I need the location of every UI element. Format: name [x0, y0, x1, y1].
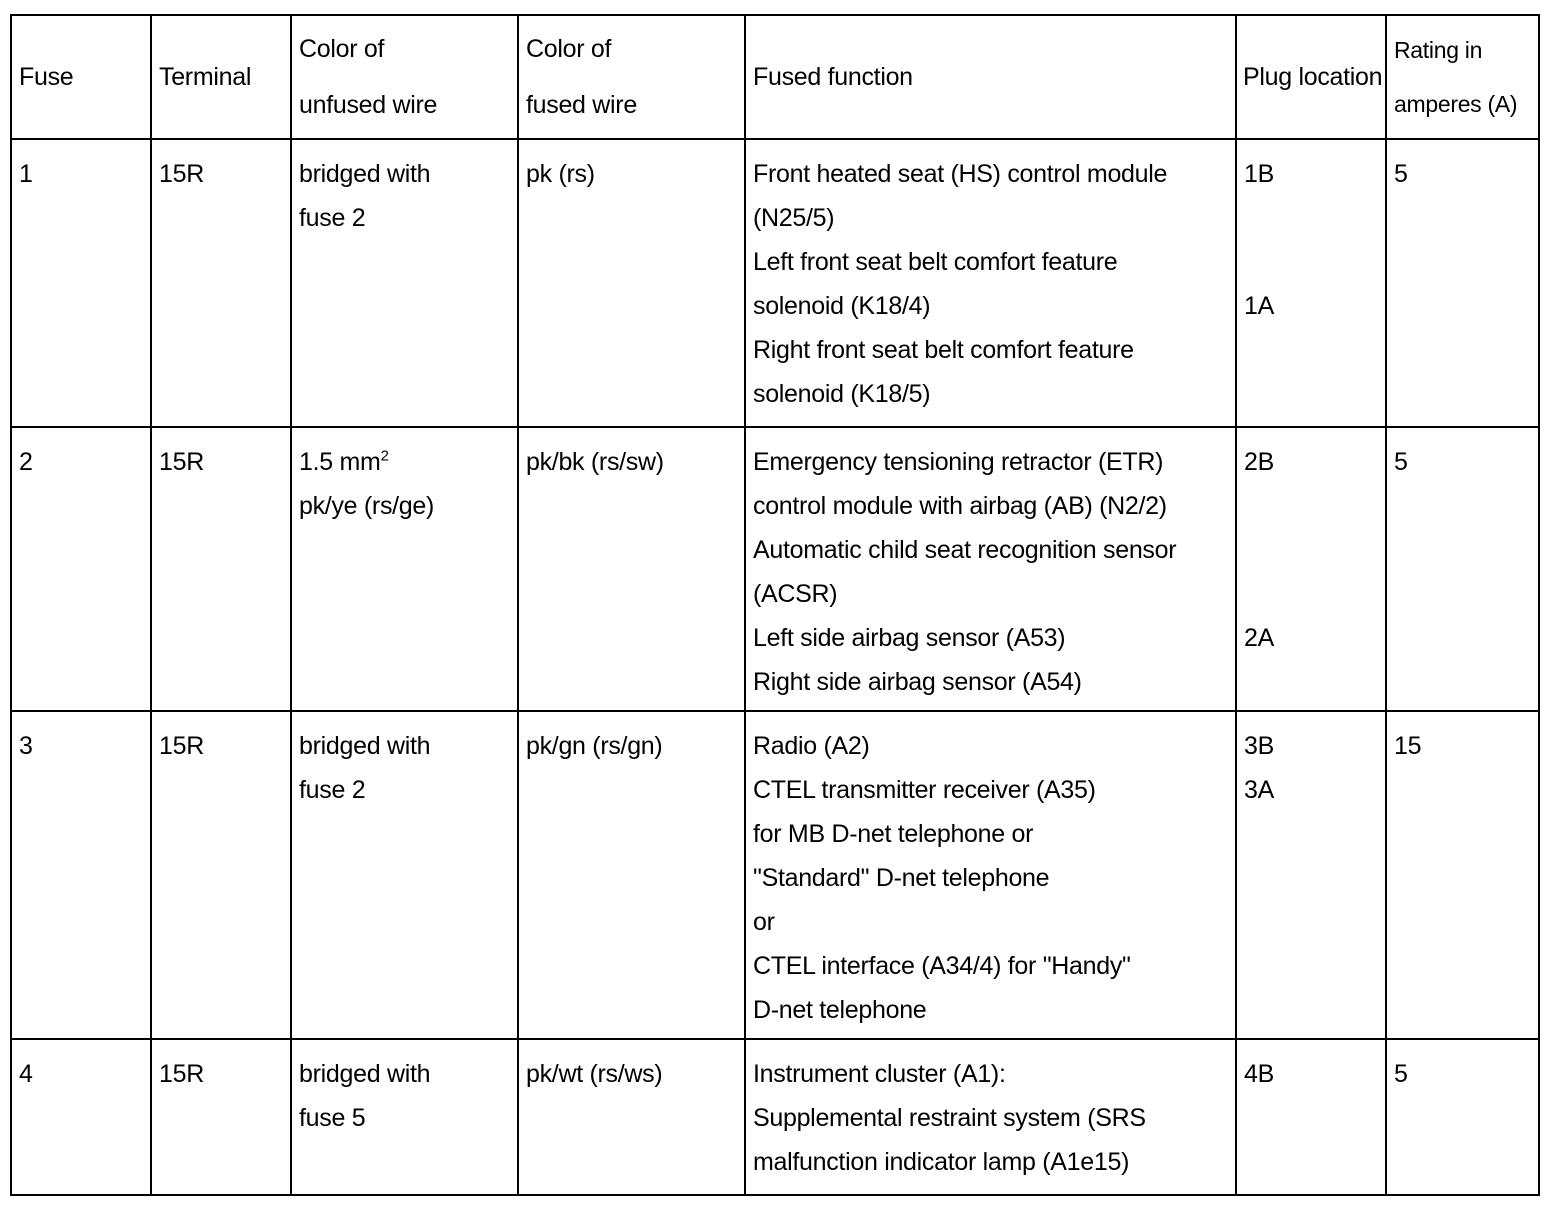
cell-terminal: 15R [151, 427, 291, 711]
cell-fused-function: Front heated seat (HS) control module (N25/5) Left front seat belt comfort feature solenoid (K18/4) Right front seat belt comfort feature solenoid (K18/5) [745, 139, 1236, 427]
cell-plug-location: 1B 1A [1236, 139, 1386, 427]
cell-unfused-wire: 1.5 $mm^2$ pk/ye (rs/ge) [291, 427, 518, 711]
cell-unfused-wire: bridged with fuse 5 [291, 1039, 518, 1195]
table-row [11, 427, 1539, 711]
cell-fuse: 3 [11, 711, 151, 1039]
cell-fused-function: Instrument cluster (A1): Supplemental restraint system (SRS malfunction indicator lamp (A1e15) [745, 1039, 1236, 1195]
cell-fused-function: Emergency tensioning retractor (ETR) control module with airbag (AB) (N2/2) Automatic child seat recognition sensor (ACSR) Left side airbag sensor (A53) Right side airbag sensor (A54) [745, 427, 1236, 711]
table-row [11, 711, 1539, 1039]
cell-terminal: 15R [151, 1039, 291, 1195]
cell-fused-wire: pk (rs) [518, 139, 745, 427]
cell-unfused-wire: bridged with fuse 2 [291, 139, 518, 427]
cell-terminal: 15R [151, 711, 291, 1039]
cell-rating: 5 [1386, 1039, 1539, 1195]
cell-plug-location: 4B [1236, 1039, 1386, 1195]
header-terminal: Terminal [151, 15, 291, 139]
fuse-table [10, 14, 1540, 1196]
cell-rating: 15 [1386, 711, 1539, 1039]
header-fused-wire-color: Color of fused wire [518, 15, 745, 139]
cell-fused-function: Radio (A2) CTEL transmitter receiver (A35) for MB D-net telephone or "Standard" D-net telephone or CTEL interface (A34/4) for "Handy" D-net telephone [745, 711, 1236, 1039]
table-row [11, 1039, 1539, 1195]
header-unfused-wire-color: Color of unfused wire [291, 15, 518, 139]
header-plug-location: Plug location [1236, 15, 1386, 139]
table-row [11, 139, 1539, 427]
cell-fused-wire: pk/bk (rs/sw) [518, 427, 745, 711]
cell-fuse: 4 [11, 1039, 151, 1195]
wire-size-superscript: 2 [380, 447, 389, 465]
cell-fuse: 2 [11, 427, 151, 711]
cell-terminal: 15R [151, 139, 291, 427]
cell-rating: 5 [1386, 427, 1539, 711]
header-fused-function: Fused function [745, 15, 1236, 139]
cell-fuse: 1 [11, 139, 151, 427]
cell-unfused-wire: bridged with fuse 2 [291, 711, 518, 1039]
fuse-table-container [10, 14, 1538, 1196]
cell-plug-location: 3B 3A [1236, 711, 1386, 1039]
header-fuse: Fuse [11, 15, 151, 139]
cell-fused-wire: pk/gn (rs/gn) [518, 711, 745, 1039]
cell-fused-wire: pk/wt (rs/ws) [518, 1039, 745, 1195]
header-rating: Rating in amperes (A) [1386, 15, 1539, 139]
header-row [11, 15, 1539, 139]
cell-plug-location: 2B 2A [1236, 427, 1386, 711]
cell-rating: 5 [1386, 139, 1539, 427]
wire-size: 1.5 mm [299, 448, 381, 476]
